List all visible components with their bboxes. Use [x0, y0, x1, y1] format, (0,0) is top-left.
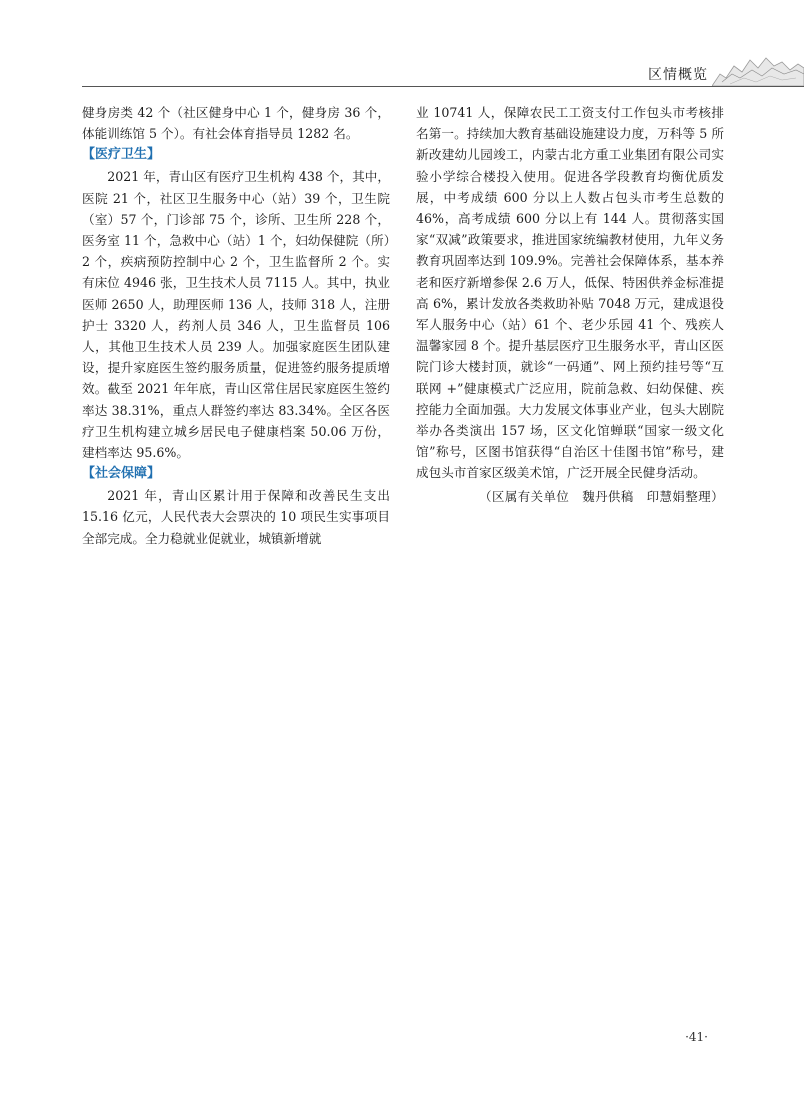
heading-social-security: 【社会保障】: [82, 466, 161, 482]
source-credit: （区属有关单位 魏丹供稿 印慧娟整理）: [479, 488, 724, 504]
paragraph-medical: 2021 年，青山区有医疗卫生机构 438 个，其中，医院 21 个，社区卫生服务中心（站）39 个，卫生院（室）57 个，门诊部 75 个，诊所、卫生所 228 个，医务室 11 个，急救中心（站）1 个，妇幼保健院（所）2 个，疾病预防控制中心 2 个，卫生监督所 2 个。实有床位 4946 张，卫生技术人员 7115 人。其中，执业医师 2650 人，助理医师 136 人，技师 318 人，注册护士 3320 人，药剂人员 346 人，卫生监督员 106 人，其他卫生技术人员 239 人。加强家庭医生团队建设，提升家庭医生签约服务质量，促进签约服务提质增效。截至 2021 年年底，青山区常住居民家庭医生签约率达 38.31%，重点人群签约率达 83.34%。全区各医疗卫生机构建立城乡居民电子健康档案 50.06 万份，建档率达 95.6%。: [82, 169, 390, 461]
section-label: 区情概览: [648, 67, 708, 83]
paragraph-social-security: 2021 年，青山区累计用于保障和改善民生支出 15.16 亿元，人民代表大会票决的 10 项民生实事项目全部完成。全力稳就业促就业，城镇新增就: [82, 488, 390, 546]
header-rule: [82, 86, 804, 87]
page-number: ·41·: [685, 1030, 708, 1044]
right-column: [416, 102, 724, 507]
heading-medical: 【医疗卫生】: [82, 147, 161, 163]
paragraph-fitness: 健身房类 42 个（社区健身中心 1 个，健身房 36 个，体能训练馆 5 个）。有社会体育指导员 1282 名。: [82, 105, 390, 142]
left-column: [82, 102, 390, 549]
mountain-decoration-icon: [712, 52, 804, 86]
paragraph-continued: 业 10741 人，保障农民工工资支付工作包头市考核排名第一。持续加大教育基础设施建设力度，万科等 5 所新改建幼儿园竣工，内蒙古北方重工业集团有限公司实验小学综合楼投入使用。促进各学段教育均衡优质发展，中考成绩 600 分以上人数占包头市考生总数的 46%，高考成绩 600 分以上有 144 人。贯彻落实国家“双减”政策要求，推进国家统编教材使用，九年义务教育巩固率达到 109.9%。完善社会保障体系，基本养老和医疗新增参保 2.6 万人，低保、特困供养金标准提高 6%，累计发放各类救助补贴 7048 万元，建成退役军人服务中心（站）61 个、老少乐园 41 个、残疾人温馨家园 8 个。提升基层医疗卫生服务水平，青山区医院门诊大楼封顶，就诊“一码通”、网上预约挂号等“互联网 +”健康模式广泛应用，院前急救、妇幼保健、疾控能力全面加强。大力发展文体事业产业，包头大剧院举办各类演出 157 场，区文化馆蝉联“国家一级文化馆”称号，区图书馆获得“自治区十佳图书馆”称号，建成包头市首家区级美术馆，广泛开展全民健身活动。: [416, 105, 724, 481]
